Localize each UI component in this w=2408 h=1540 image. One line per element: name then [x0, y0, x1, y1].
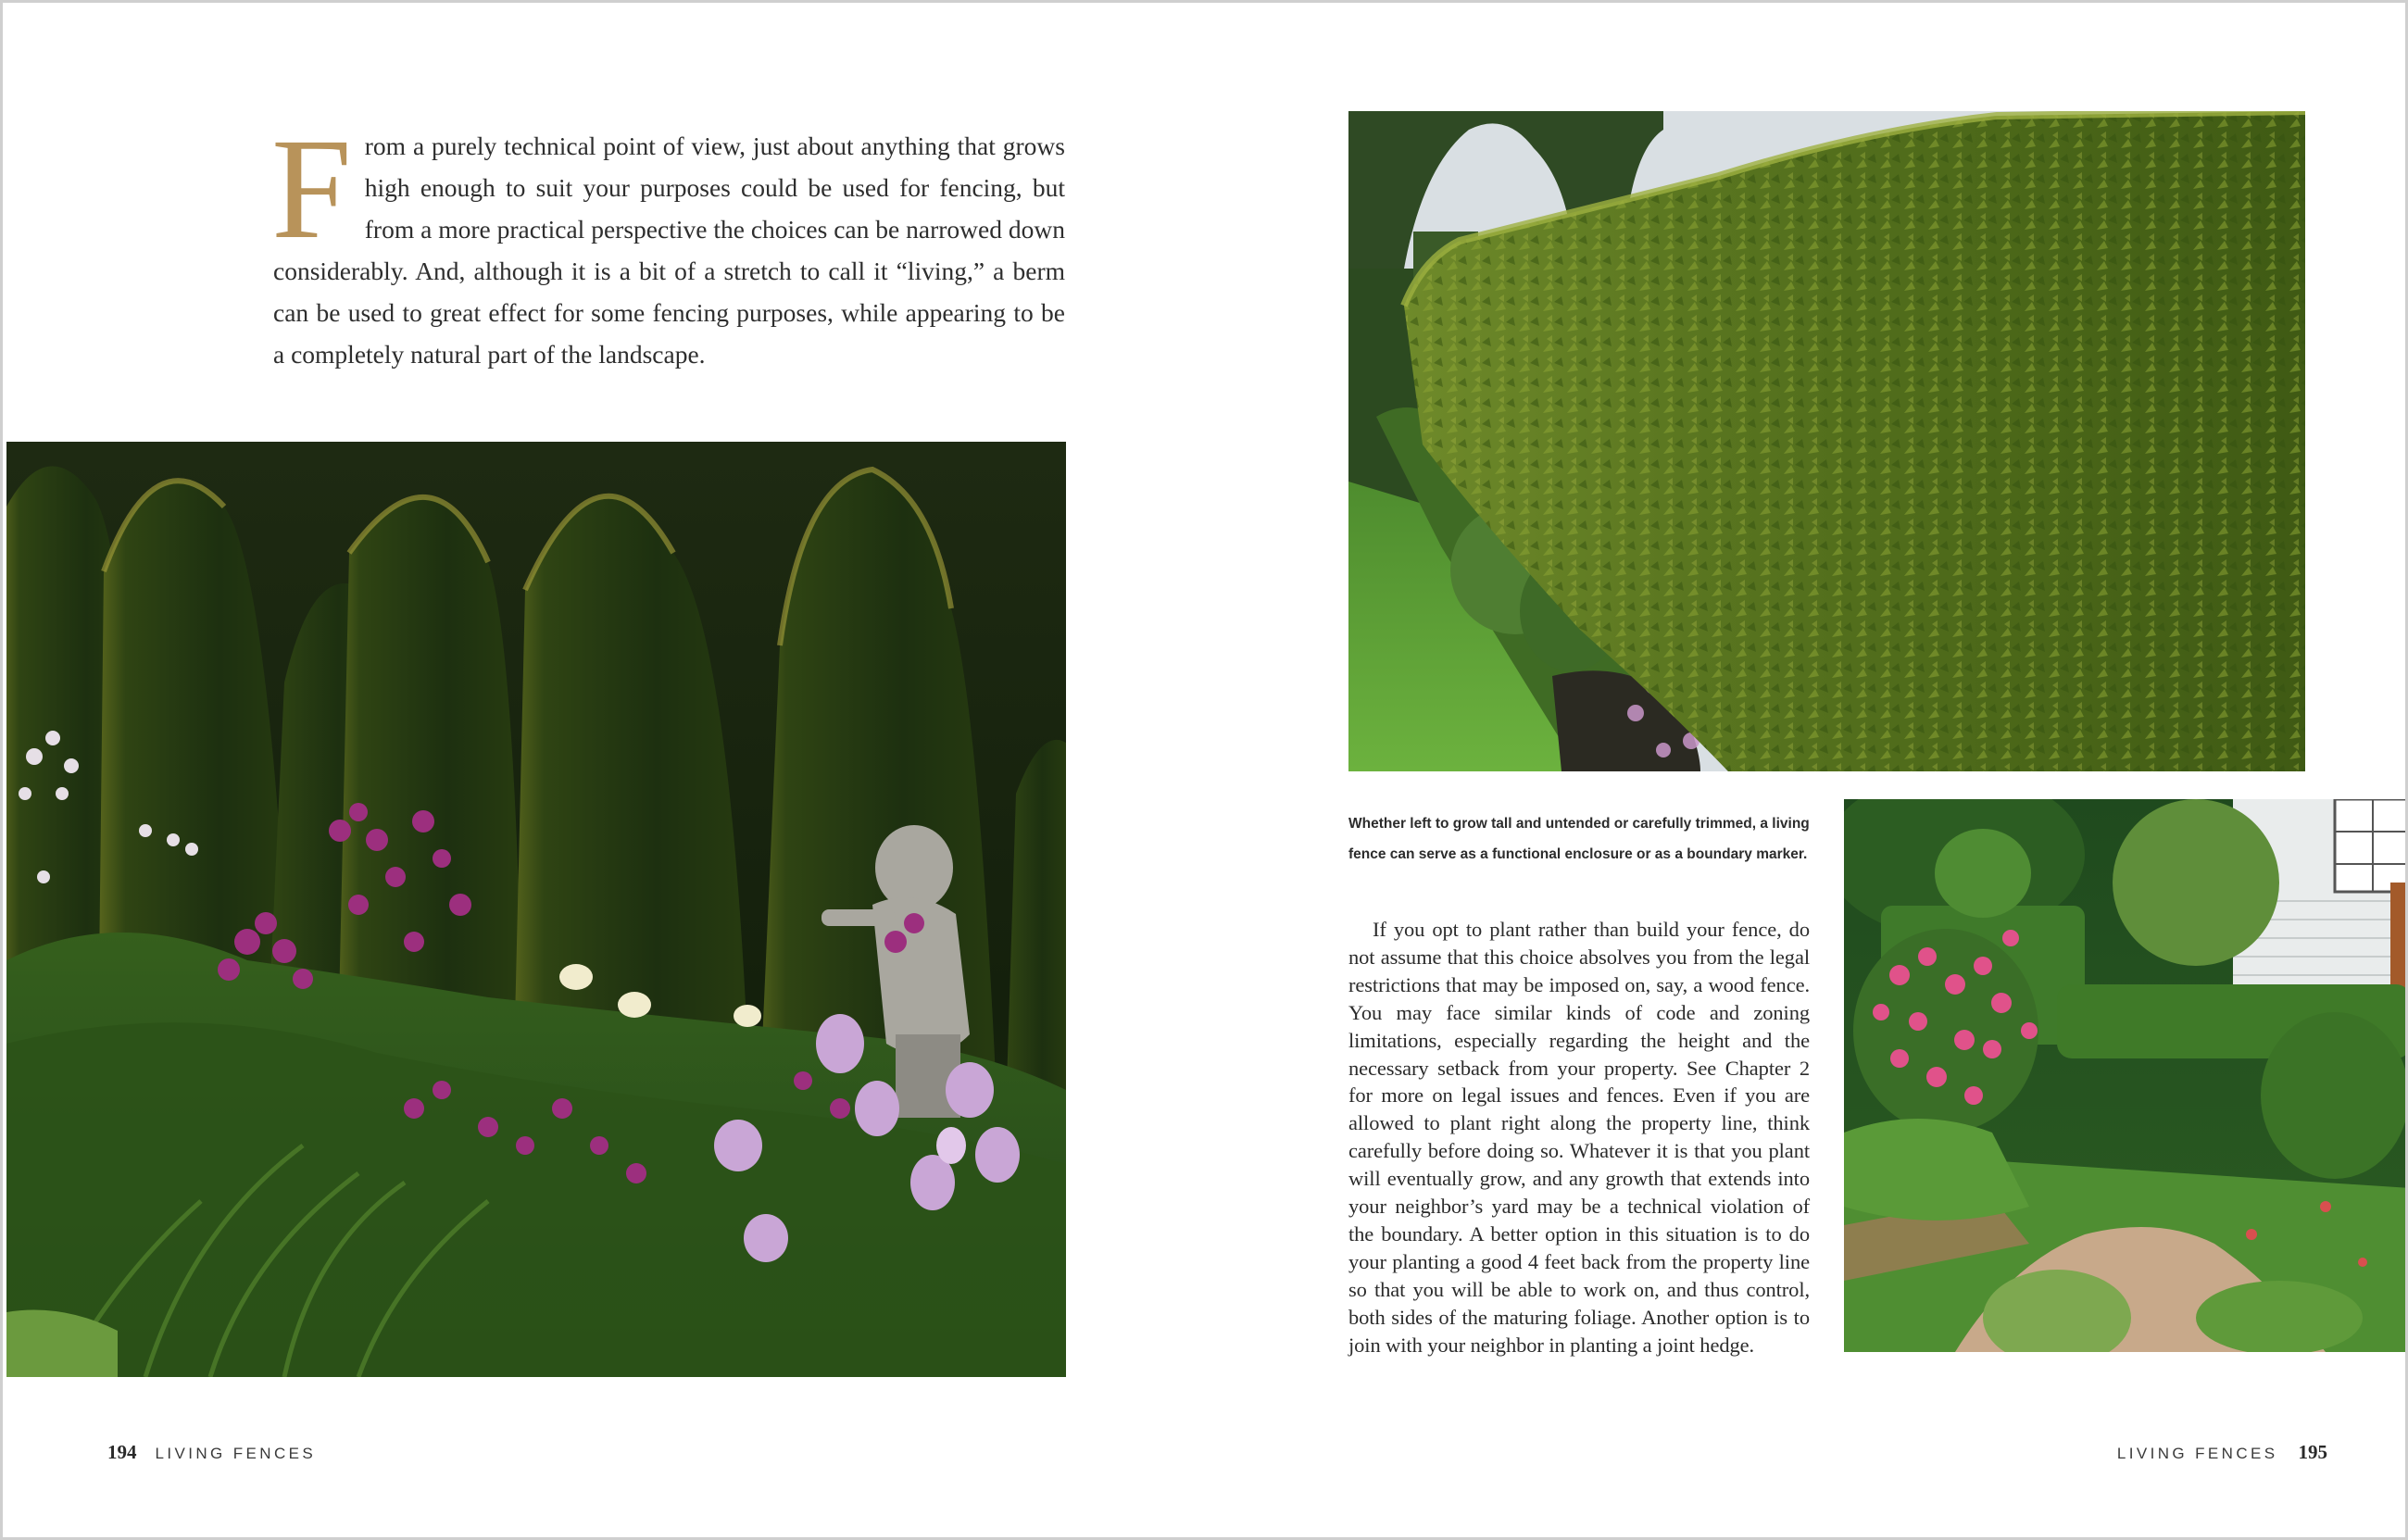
garden-arborvitae-photo	[6, 442, 1066, 1377]
body-paragraph: If you opt to plant rather than build your fence, do not assume that this choice absolves you from the legal restrictions that may be imposed on, say, a wood fence. You may face similar kinds of code and zoning limitations, especially regarding the height and the necessary setback from your property. See Chapter 2 for more on legal issues and fences. Even if you are allowed to plant right along the property line, think carefully before doing so. Whatever it is that you plant will eventually grow, and any growth that extends into your neighbor’s yard may be a technical violation of the boundary. A better option in this situation is to do your planting a good 4 feet back from the property line so that you will be able to work on, and thus control, both sides of the maturing foliage. Another option is to join with your neighbor in planting a joint hedge.	[1348, 918, 1810, 1357]
clipped-garden-photo	[1844, 799, 2408, 1352]
body-text	[1348, 916, 1810, 1359]
photo-caption: Whether left to grow tall and untended or carefully trimmed, a living fence can serve as a functional enclosure or as a boundary marker.	[1348, 816, 1810, 862]
running-head-left: LIVING FENCES	[155, 1445, 317, 1462]
drop-cap: F	[271, 108, 352, 269]
running-head-right: LIVING FENCES	[2116, 1445, 2278, 1462]
tall-hedge-photo	[1348, 111, 2305, 771]
folio-left	[107, 1441, 316, 1464]
folio-right	[2117, 1441, 2327, 1464]
intro-paragraph	[271, 108, 1065, 375]
page-number-right: 195	[2298, 1441, 2327, 1463]
page-number-left: 194	[107, 1441, 137, 1463]
intro-text: rom a purely technical point of view, just about anything that grows high enough to suit your purposes could be used for fencing, but from a more practical perspective the choices can be narrowed down considerably. And, although it is a bit of a stretch to call it “living,” a berm can be used to great effect for some fencing purposes, while appearing to be a completely natural part of the landscape.	[273, 131, 1065, 369]
